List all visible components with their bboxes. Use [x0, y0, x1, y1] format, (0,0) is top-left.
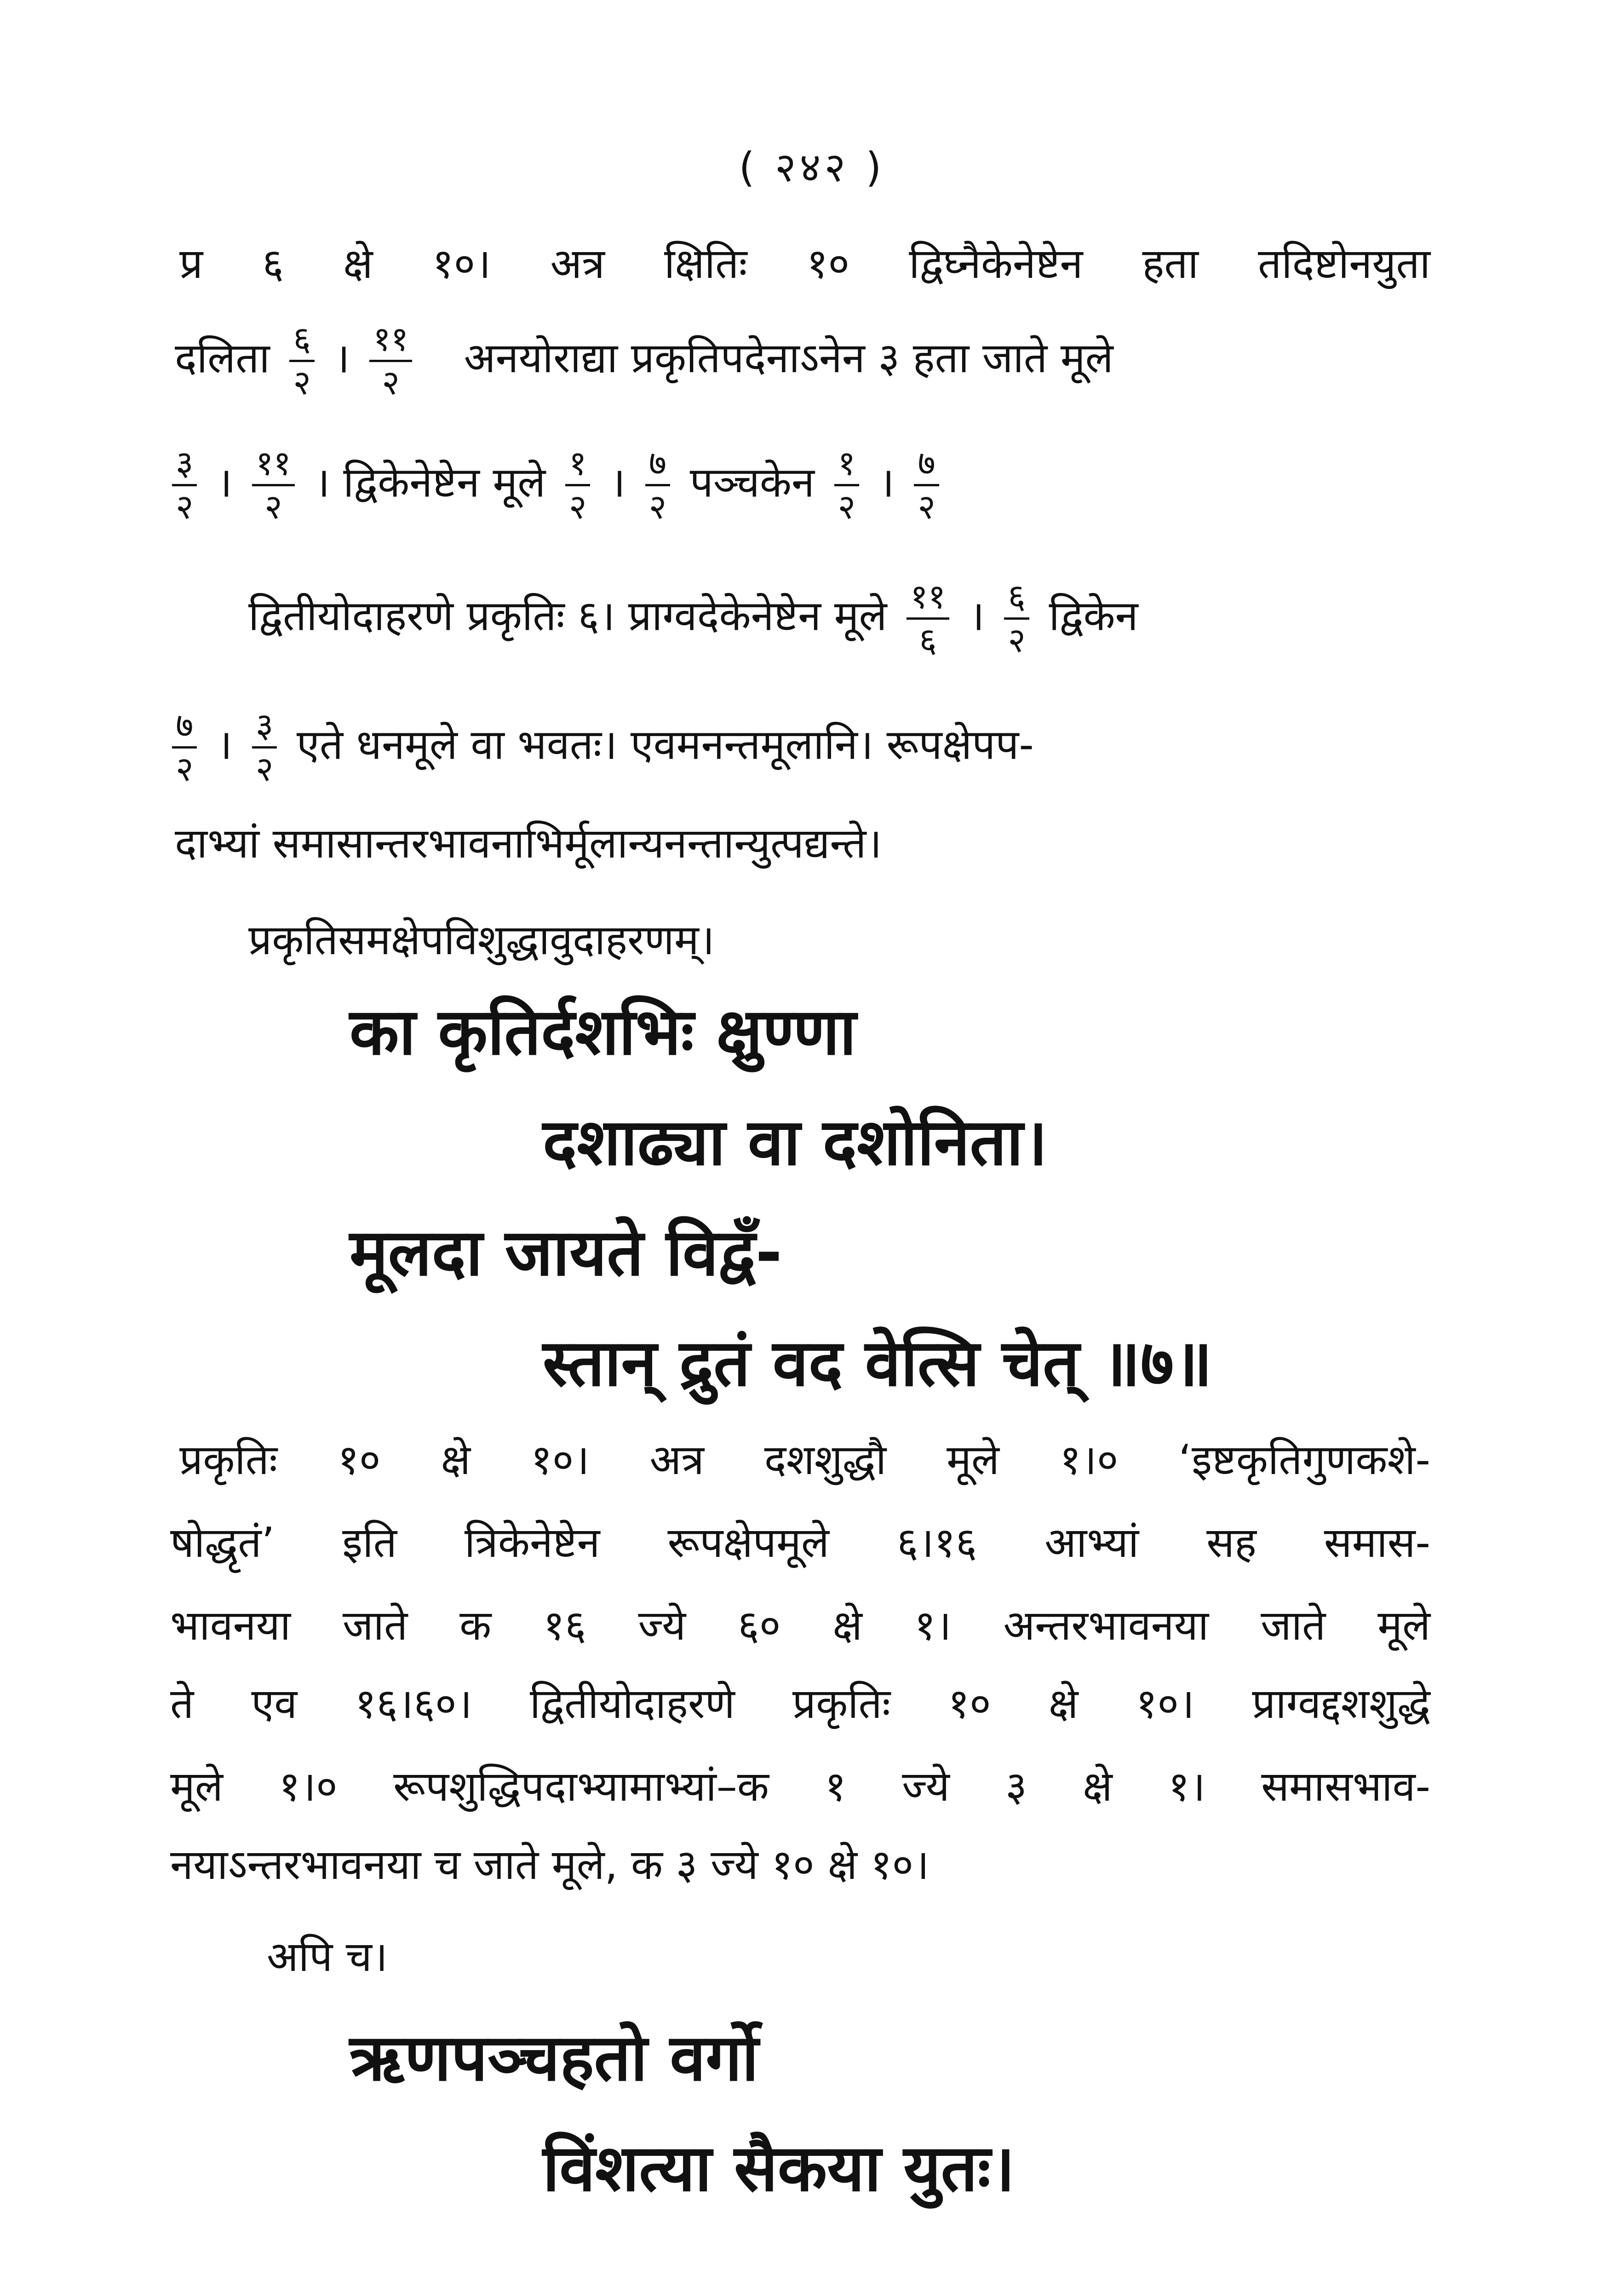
fraction-numerator: १: [834, 446, 859, 486]
fraction-denominator: २: [176, 487, 194, 527]
fraction: [289, 319, 314, 403]
separator: ।: [217, 458, 233, 507]
fraction-denominator: २: [648, 487, 667, 527]
page-number: ( २४२ ): [739, 144, 885, 191]
fraction: [369, 319, 412, 403]
fraction-numerator: ७: [914, 446, 939, 486]
fraction-denominator: २: [568, 487, 587, 527]
fraction: [834, 444, 859, 527]
fraction-numerator: ३: [172, 446, 197, 486]
text-line-9: षोद्धृतं’ इति त्रिकेनेष्टेन रूपक्षेपमूले ६।१६ आभ्यां सह समास-: [170, 1519, 1430, 1567]
verse-line-5: ऋणपञ्चहतो वर्गो: [350, 2021, 759, 2096]
fraction-denominator: २: [382, 363, 400, 403]
text-line-12: मूले १।० रूपशुद्धिपदाभ्यामाभ्यां–क १ ज्ये ३ क्षे १। समासभाव-: [170, 1763, 1430, 1811]
separator: ।: [334, 334, 350, 383]
separator: ।: [217, 720, 233, 769]
text-segment: द्वितीयोदाहरणे प्रकृतिः ६। प्राग्वदेकेनेष्टेन मूले: [248, 592, 887, 640]
text-line-8: प्रकृतिः १० क्षे १०। अत्र दशशुद्धौ मूले १।० ‘इष्टकृतिगुणकशे-: [179, 1436, 1430, 1484]
fraction-denominator: २: [918, 487, 935, 527]
text-segment: । द्विकेनेष्टेन मूले: [314, 458, 546, 507]
fraction-denominator: ६: [919, 621, 937, 660]
fraction-numerator: ११: [252, 446, 295, 486]
fraction-numerator: ११: [907, 580, 949, 620]
text-line-6: दाभ्यां समासान्तरभावनाभिर्मूलान्यनन्तान्युत्पद्यन्ते।: [175, 819, 882, 868]
text-segment: पञ्चकेन: [689, 458, 815, 507]
verse-line-6: विंशत्या सैकया युतः।: [543, 2131, 1015, 2206]
text-line-10: भावनया जाते क १६ ज्ये ६० क्षे १। अन्तरभावनया जाते मूले: [170, 1601, 1430, 1650]
fraction-denominator: २: [1008, 621, 1026, 660]
fraction: [172, 706, 197, 789]
fraction-denominator: २: [264, 487, 282, 527]
fraction: [645, 444, 670, 527]
verse-line-1: का कृतिर्दशभिः क्षुण्णा: [350, 995, 856, 1070]
fraction: [172, 444, 197, 527]
fraction-numerator: ११: [369, 322, 412, 362]
fraction-numerator: ७: [172, 708, 197, 749]
text-line-4: [248, 577, 1440, 660]
fraction-numerator: ७: [645, 446, 670, 486]
fraction-denominator: २: [176, 749, 194, 789]
text-line-1: प्र ६ क्षे १०। अत्र क्षितिः १० द्विघ्नैकेनेष्टेन हता तदिष्टोनयुता: [179, 240, 1430, 288]
text-line-2: [175, 319, 1430, 403]
text-line-11: ते एव १६।६०। द्वितीयोदाहरणे प्रकृतिः १० क्षे १०। प्राग्वद्दशशुद्धे: [170, 1680, 1430, 1728]
fraction-denominator: २: [838, 487, 856, 527]
fraction: [914, 444, 939, 527]
fraction: [907, 577, 949, 660]
verse-line-3: मूलदा जायते विद्वँ-: [350, 1215, 782, 1290]
text-segment: द्विकेन: [1049, 592, 1138, 640]
fraction-numerator: ६: [289, 322, 314, 362]
verse-line-4: स्तान् द्रुतं वद वेत्सि चेत् ॥७॥: [543, 1326, 1213, 1401]
separator: ।: [969, 592, 985, 640]
fraction-numerator: १: [565, 446, 590, 486]
text-segment: दलिता: [175, 334, 270, 383]
fraction: [1004, 577, 1029, 660]
fraction: [565, 444, 590, 527]
fraction: [252, 706, 277, 789]
text-line-14: अपि च।: [267, 1933, 388, 1981]
fraction-denominator: २: [293, 363, 311, 403]
fraction-numerator: ६: [1004, 580, 1029, 620]
fraction-numerator: ३: [252, 708, 277, 749]
fraction-denominator: २: [255, 749, 274, 789]
text-line-13: नयाऽन्तरभावनया च जाते मूले, क ३ ज्ये १० क्षे १०।: [170, 1841, 930, 1889]
text-line-5: [166, 706, 1435, 789]
text-segment: अनयोराद्या प्रकृतिपदेनाऽनेन ३ हता जाते मूले: [464, 334, 1113, 383]
fraction: [252, 444, 295, 527]
separator: ।: [878, 458, 895, 507]
text-line-7: प्रकृतिसमक्षेपविशुद्धावुदाहरणम्।: [248, 916, 715, 964]
verse-line-2: दशाढ्या वा दशोनिता।: [543, 1105, 1048, 1180]
separator: ।: [609, 458, 626, 507]
text-line-3: [166, 444, 1435, 527]
text-segment: एते धनमूले वा भवतः। एवमनन्तमूलानि। रूपक्षेपप-: [296, 720, 1034, 769]
